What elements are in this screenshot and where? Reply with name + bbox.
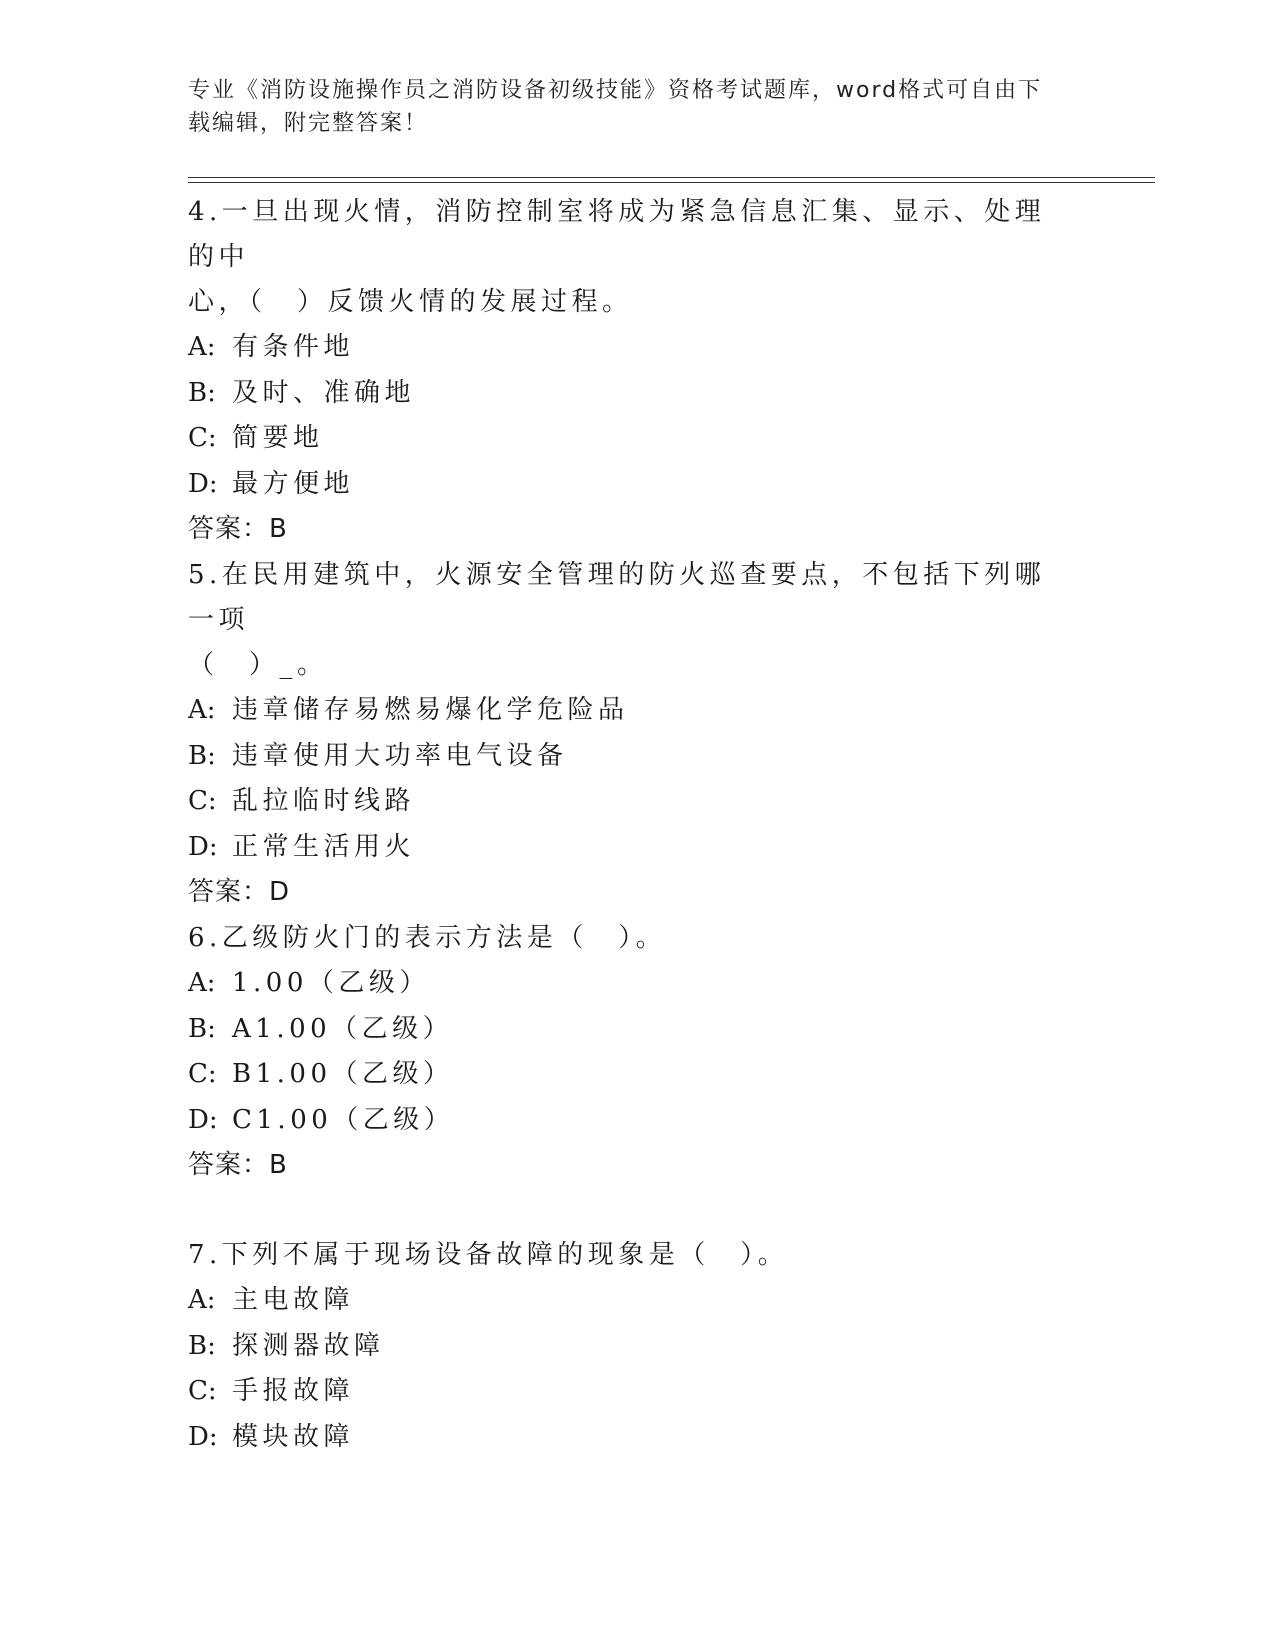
option-letter: C:: [188, 423, 217, 453]
option-letter: D:: [188, 468, 218, 499]
option-text: A1.00（乙级）: [232, 1013, 454, 1044]
option-d: [188, 1098, 1068, 1144]
question-stem-line: 5.在民用建筑中，火源安全管理的防火巡查要点，不包括下列哪一项: [188, 560, 1046, 635]
option-text: 最方便地: [232, 468, 355, 499]
header-line-2: 载编辑，附完整答案！: [188, 111, 429, 136]
question-stem-line: 7.下列不属于现场设备故障的现象是（ ）。: [188, 1240, 789, 1270]
answer-key: 答案：B: [188, 1150, 288, 1180]
option-letter: B:: [188, 1013, 216, 1044]
option-b: [188, 1007, 1068, 1053]
option-d: [188, 462, 1068, 508]
document-header: [188, 74, 1088, 140]
option-text: 1.00（乙级）: [232, 968, 430, 998]
question-stem-line: （ ）_。: [188, 650, 328, 680]
answer-key: 答案：B: [188, 514, 288, 544]
option-text: 乱拉临时线路: [232, 786, 416, 816]
option-b: [188, 371, 1068, 417]
answer-key: 答案：D: [188, 877, 291, 907]
question-7: [188, 1233, 1068, 1460]
option-a: [188, 325, 1068, 371]
option-c: [188, 1052, 1068, 1098]
option-letter: B:: [188, 377, 216, 408]
option-letter: A:: [188, 968, 216, 998]
option-b: [188, 734, 1068, 780]
option-a: [188, 961, 1068, 1007]
option-d: [188, 1415, 1068, 1461]
option-letter: C:: [188, 786, 217, 816]
question-stem-line: 4.一旦出现火情，消防控制室将成为紧急信息汇集、显示、处理的中: [188, 197, 1046, 272]
option-letter: C:: [188, 1376, 217, 1406]
question-6: [188, 916, 1068, 1188]
option-a: [188, 1278, 1068, 1324]
option-b: [188, 1324, 1068, 1370]
option-letter: D:: [188, 1421, 218, 1452]
option-text: 正常生活用火: [232, 831, 416, 862]
option-text: 违章使用大功率电气设备: [232, 740, 568, 771]
option-text: 有条件地: [232, 332, 355, 362]
header-divider-bottom: [188, 182, 1155, 183]
option-text: 手报故障: [232, 1376, 355, 1406]
option-text: B1.00（乙级）: [232, 1059, 454, 1089]
option-letter: A:: [188, 695, 216, 725]
option-text: 探测器故障: [232, 1330, 385, 1361]
header-divider-top: [188, 177, 1155, 178]
option-letter: B:: [188, 740, 216, 771]
option-c: [188, 779, 1068, 825]
option-text: 主电故障: [232, 1285, 355, 1315]
option-c: [188, 1369, 1068, 1415]
option-letter: B:: [188, 1330, 216, 1361]
option-d: [188, 825, 1068, 871]
option-letter: A:: [188, 1285, 216, 1315]
option-text: 简要地: [232, 423, 324, 453]
option-letter: C:: [188, 1059, 217, 1089]
question-stem-line: 心，（ ）反馈火情的发展过程。: [188, 287, 633, 317]
question-5: [188, 553, 1068, 915]
question-stem-line: 6.乙级防火门的表示方法是（ ）。: [188, 923, 667, 953]
option-text: 违章储存易燃易爆化学危险品: [232, 695, 629, 725]
option-text: C1.00（乙级）: [232, 1104, 455, 1135]
header-line-1: 专业《消防设施操作员之消防设备初级技能》资格考试题库，word格式可自由下: [188, 78, 1043, 103]
option-letter: D:: [188, 1104, 218, 1135]
question-4: [188, 190, 1068, 552]
option-text: 模块故障: [232, 1421, 355, 1452]
option-text: 及时、准确地: [232, 377, 416, 408]
option-letter: D:: [188, 831, 218, 862]
option-letter: A:: [188, 332, 216, 362]
option-c: [188, 416, 1068, 462]
option-a: [188, 688, 1068, 734]
